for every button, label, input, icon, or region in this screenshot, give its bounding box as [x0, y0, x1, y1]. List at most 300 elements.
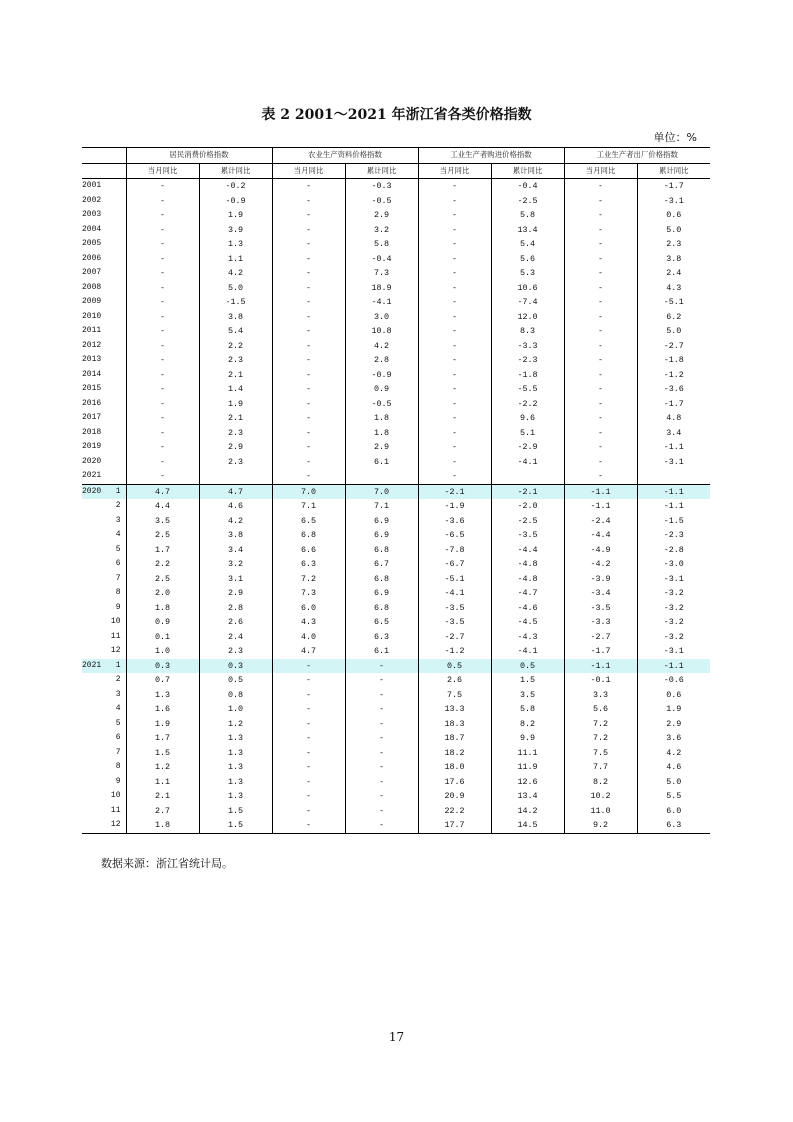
table-cell: 2.8: [199, 601, 272, 616]
table-cell: -3.5: [491, 528, 564, 543]
month-label: 6: [115, 733, 121, 742]
year-label: 2009: [82, 297, 102, 306]
table-cell: -2.7: [418, 630, 491, 645]
table-cell: 1.3: [199, 731, 272, 746]
table-cell: -0.2: [199, 179, 272, 194]
table-cell: 7.1: [272, 499, 345, 514]
table-cell: -2.8: [637, 543, 710, 558]
table-row: [82, 252, 710, 267]
table-row: [82, 702, 710, 717]
table-cell: -: [564, 455, 637, 470]
table-cell: 12.6: [491, 775, 564, 790]
table-cell: 3.0: [345, 310, 418, 325]
table-cell: -: [345, 760, 418, 775]
table-cell: -: [418, 266, 491, 281]
table-cell: -: [418, 208, 491, 223]
table-cell: 7.0: [345, 484, 418, 499]
table-cell: 2.3: [199, 455, 272, 470]
table-cell: -: [345, 789, 418, 804]
subheader-cumulative: 累计同比: [491, 163, 564, 179]
row-label: [82, 194, 126, 209]
table-row: [82, 659, 710, 674]
table-cell: -2.5: [491, 194, 564, 209]
table-cell: 1.8: [345, 426, 418, 441]
table-cell: -: [418, 339, 491, 354]
subheader-cumulative: 累计同比: [345, 163, 418, 179]
table-cell: [199, 469, 272, 484]
table-cell: -3.5: [564, 601, 637, 616]
table-cell: 6.5: [345, 615, 418, 630]
table-cell: 12.0: [491, 310, 564, 325]
table-cell: 7.2: [564, 717, 637, 732]
table-cell: -: [126, 194, 199, 209]
month-label: 5: [115, 544, 121, 554]
table-cell: -0.1: [564, 673, 637, 688]
table-cell: -3.2: [637, 586, 710, 601]
table-cell: -3.5: [418, 615, 491, 630]
row-label: [82, 528, 126, 543]
data-source-note: 数据来源：浙江省统计局。: [101, 857, 233, 870]
table-cell: 0.3: [126, 659, 199, 674]
table-cell: 18.3: [418, 717, 491, 732]
table-cell: 7.5: [418, 688, 491, 703]
year-label: 2020: [82, 456, 102, 466]
table-cell: 0.7: [126, 673, 199, 688]
table-cell: 6.8: [272, 528, 345, 543]
table-cell: -2.1: [418, 484, 491, 499]
year-label: 2018: [82, 427, 102, 437]
table-cell: -: [126, 223, 199, 238]
row-label: [82, 557, 126, 572]
row-label: [82, 804, 126, 819]
table-cell: -: [126, 382, 199, 397]
table-cell: -: [272, 266, 345, 281]
table-cell: [345, 469, 418, 484]
table-row: [82, 368, 710, 383]
month-label: 8: [115, 762, 121, 771]
table-row: [82, 586, 710, 601]
row-label: [82, 266, 126, 281]
row-label: [82, 543, 126, 558]
table-cell: -: [272, 469, 345, 484]
table-cell: -3.9: [564, 572, 637, 587]
table-cell: -: [126, 324, 199, 339]
table-cell: 14.5: [491, 818, 564, 833]
table-cell: 10.6: [491, 281, 564, 296]
row-label: [82, 237, 126, 252]
table-cell: -: [272, 804, 345, 819]
table-cell: -0.4: [345, 252, 418, 267]
table-row: [82, 789, 710, 804]
table-cell: -2.3: [491, 353, 564, 368]
table-cell: -: [126, 266, 199, 281]
table-cell: 4.2: [345, 339, 418, 354]
table-cell: -1.2: [418, 644, 491, 659]
table-cell: -: [272, 194, 345, 209]
row-label: [82, 702, 126, 717]
row-label: [82, 339, 126, 354]
table-cell: -: [272, 673, 345, 688]
table-cell: -: [272, 760, 345, 775]
table-cell: 6.1: [345, 455, 418, 470]
row-label: [82, 644, 126, 659]
table-cell: 9.2: [564, 818, 637, 833]
table-cell: -: [564, 324, 637, 339]
group-header-ppi: 工业生产者出厂价格指数: [564, 148, 710, 164]
table-cell: -: [564, 266, 637, 281]
table-cell: -4.8: [491, 572, 564, 587]
table-cell: 2.9: [345, 440, 418, 455]
table-cell: -: [272, 281, 345, 296]
table-cell: -: [272, 252, 345, 267]
table-cell: -1.1: [637, 659, 710, 674]
table-cell: -4.4: [564, 528, 637, 543]
table-cell: -4.4: [491, 543, 564, 558]
table-cell: 6.8: [345, 601, 418, 616]
table-cell: 6.2: [637, 310, 710, 325]
table-cell: -: [345, 731, 418, 746]
table-cell: 2.1: [199, 368, 272, 383]
table-cell: -: [345, 775, 418, 790]
table-cell: 4.2: [199, 514, 272, 529]
table-cell: -0.9: [345, 368, 418, 383]
year-label: 2003: [82, 210, 102, 219]
table-cell: -: [418, 353, 491, 368]
table-cell: 1.8: [345, 411, 418, 426]
table-cell: 10.2: [564, 789, 637, 804]
year-label: 2021: [82, 660, 102, 670]
month-label: 3: [115, 515, 121, 525]
table-cell: 3.5: [126, 514, 199, 529]
table-cell: [637, 469, 710, 484]
row-label: [82, 572, 126, 587]
table-cell: -4.7: [491, 586, 564, 601]
month-label: 11: [110, 631, 121, 641]
table-cell: 0.6: [637, 688, 710, 703]
table-cell: 2.3: [199, 426, 272, 441]
table-cell: 4.2: [199, 266, 272, 281]
table-cell: -: [345, 659, 418, 674]
row-label: [82, 760, 126, 775]
table-cell: -: [418, 440, 491, 455]
month-label: 4: [115, 704, 121, 713]
table-cell: 1.9: [199, 208, 272, 223]
table-cell: -: [564, 223, 637, 238]
table-cell: 9.9: [491, 731, 564, 746]
table-cell: 4.7: [126, 484, 199, 499]
row-label: [82, 455, 126, 470]
table-cell: -4.2: [564, 557, 637, 572]
table-cell: 5.6: [491, 252, 564, 267]
table-cell: 1.1: [199, 252, 272, 267]
table-cell: 3.2: [345, 223, 418, 238]
row-label: [82, 630, 126, 645]
table-row: [82, 484, 710, 499]
table-cell: 1.3: [126, 688, 199, 703]
year-label: 2016: [82, 398, 102, 408]
table-cell: 1.6: [126, 702, 199, 717]
table-cell: -: [126, 339, 199, 354]
table-row: [82, 310, 710, 325]
table-cell: 18.0: [418, 760, 491, 775]
table-row: [82, 339, 710, 354]
table-cell: -: [126, 455, 199, 470]
table-cell: -: [272, 688, 345, 703]
table-cell: 1.8: [126, 818, 199, 833]
table-cell: 4.8: [637, 411, 710, 426]
table-cell: 4.3: [637, 281, 710, 296]
table-cell: -0.4: [491, 179, 564, 194]
table-cell: -: [126, 397, 199, 412]
table-cell: -3.3: [564, 615, 637, 630]
table-row: [82, 208, 710, 223]
table-cell: -: [272, 731, 345, 746]
table-cell: 11.0: [564, 804, 637, 819]
table-cell: -2.0: [491, 499, 564, 514]
table-cell: 4.6: [199, 499, 272, 514]
table-cell: 13.4: [491, 789, 564, 804]
table-row: [82, 688, 710, 703]
table-cell: 6.3: [345, 630, 418, 645]
table-cell: 1.5: [126, 746, 199, 761]
table-cell: -3.3: [491, 339, 564, 354]
table-cell: -: [126, 252, 199, 267]
table-cell: 0.9: [345, 382, 418, 397]
table-cell: -4.5: [491, 615, 564, 630]
month-label: 2: [115, 501, 121, 510]
table-cell: 0.8: [199, 688, 272, 703]
table-cell: -: [564, 353, 637, 368]
table-cell: -4.1: [491, 644, 564, 659]
year-label: 2007: [82, 268, 102, 277]
table-cell: -: [272, 702, 345, 717]
table-cell: 2.9: [199, 586, 272, 601]
table-cell: -: [272, 382, 345, 397]
table-cell: 4.7: [272, 644, 345, 659]
row-label: [82, 499, 126, 514]
table-cell: 4.3: [272, 615, 345, 630]
row-label: [82, 731, 126, 746]
table-cell: 17.7: [418, 818, 491, 833]
table-cell: 3.4: [637, 426, 710, 441]
table-cell: 5.8: [491, 702, 564, 717]
table-row: [82, 295, 710, 310]
row-label: [82, 252, 126, 267]
table-cell: -: [272, 659, 345, 674]
table-cell: 1.7: [126, 731, 199, 746]
table-cell: 1.9: [126, 717, 199, 732]
table-cell: -: [564, 252, 637, 267]
month-label: 12: [110, 820, 121, 829]
table-cell: -0.9: [199, 194, 272, 209]
table-cell: -7.8: [418, 543, 491, 558]
table-cell: -: [272, 368, 345, 383]
year-label: 2019: [82, 442, 102, 451]
table-cell: 7.3: [272, 586, 345, 601]
table-cell: -3.2: [637, 630, 710, 645]
table-cell: -: [345, 818, 418, 833]
row-label: [82, 775, 126, 790]
row-label: [82, 353, 126, 368]
table-cell: 5.6: [564, 702, 637, 717]
month-label: 11: [110, 805, 121, 815]
table-row: [82, 644, 710, 659]
table-row: [82, 223, 710, 238]
row-label: [82, 411, 126, 426]
table-cell: 13.4: [491, 223, 564, 238]
table-cell: 3.8: [637, 252, 710, 267]
table-cell: 2.6: [199, 615, 272, 630]
group-header-purchase: 工业生产者购进价格指数: [418, 148, 564, 164]
table-cell: 2.8: [345, 353, 418, 368]
group-header-agri: 农业生产资料价格指数: [272, 148, 418, 164]
table-cell: 2.0: [126, 586, 199, 601]
year-label: 2012: [82, 340, 102, 350]
table-body: [82, 179, 710, 834]
table-cell: 18.9: [345, 281, 418, 296]
table-cell: -: [272, 208, 345, 223]
table-cell: 20.9: [418, 789, 491, 804]
table-cell: -3.1: [637, 194, 710, 209]
table-cell: -: [272, 818, 345, 833]
table-cell: 5.5: [637, 789, 710, 804]
table-cell: -: [126, 237, 199, 252]
table-cell: -: [272, 179, 345, 194]
table-cell: -1.1: [564, 659, 637, 674]
table-cell: 1.7: [126, 543, 199, 558]
table-cell: -: [418, 426, 491, 441]
table-cell: -1.5: [637, 514, 710, 529]
table-cell: 6.9: [345, 528, 418, 543]
table-row: [82, 499, 710, 514]
table-cell: 6.6: [272, 543, 345, 558]
year-label: 2021: [82, 471, 102, 480]
table-cell: -: [564, 397, 637, 412]
table-cell: 0.5: [199, 673, 272, 688]
table-cell: -2.1: [491, 484, 564, 499]
table-cell: -6.5: [418, 528, 491, 543]
month-label: 5: [115, 718, 121, 728]
table-cell: -: [418, 252, 491, 267]
table-row: [82, 469, 710, 484]
row-label: [82, 514, 126, 529]
table-row: [82, 615, 710, 630]
table-cell: -: [272, 237, 345, 252]
table-cell: 4.2: [637, 746, 710, 761]
year-label: 2005: [82, 239, 102, 248]
table-row: [82, 557, 710, 572]
table-cell: -: [564, 440, 637, 455]
year-label: 2001: [82, 181, 102, 190]
table-cell: -: [418, 281, 491, 296]
table-cell: 3.3: [564, 688, 637, 703]
table-cell: -: [345, 673, 418, 688]
year-label: 2002: [82, 195, 102, 205]
table-cell: 6.7: [345, 557, 418, 572]
table-cell: -: [564, 310, 637, 325]
table-row: [82, 528, 710, 543]
table-cell: 7.2: [272, 572, 345, 587]
table-cell: 3.8: [199, 528, 272, 543]
subheader-monthly: 当月同比: [272, 163, 345, 179]
table-cell: 7.1: [345, 499, 418, 514]
period-header: [82, 148, 126, 164]
table-cell: [491, 469, 564, 484]
month-label: 9: [115, 776, 121, 786]
table-cell: -: [564, 281, 637, 296]
table-cell: -4.8: [491, 557, 564, 572]
table-cell: -: [345, 688, 418, 703]
table-cell: -0.5: [345, 194, 418, 209]
table-cell: -2.9: [491, 440, 564, 455]
table-cell: -6.7: [418, 557, 491, 572]
table-cell: -5.1: [637, 295, 710, 310]
table-cell: 2.1: [126, 789, 199, 804]
table-cell: 5.4: [199, 324, 272, 339]
table-cell: 9.6: [491, 411, 564, 426]
table-cell: -: [272, 455, 345, 470]
table-cell: 22.2: [418, 804, 491, 819]
table-cell: 2.3: [199, 644, 272, 659]
table-cell: 1.1: [126, 775, 199, 790]
table-row: [82, 237, 710, 252]
table-cell: 2.9: [345, 208, 418, 223]
table-cell: -4.1: [418, 586, 491, 601]
year-label: 2020: [82, 486, 102, 496]
table-cell: -0.3: [345, 179, 418, 194]
table-cell: -3.2: [637, 601, 710, 616]
table-cell: -1.1: [637, 484, 710, 499]
table-cell: -3.1: [637, 455, 710, 470]
table-cell: -3.6: [418, 514, 491, 529]
table-cell: -: [418, 411, 491, 426]
row-label: [82, 717, 126, 732]
table-cell: 10.8: [345, 324, 418, 339]
table-cell: 2.3: [199, 353, 272, 368]
table-cell: -: [272, 789, 345, 804]
table-cell: -: [418, 223, 491, 238]
table-cell: 1.5: [199, 818, 272, 833]
table-cell: -1.7: [637, 179, 710, 194]
row-label: [82, 746, 126, 761]
row-label: [82, 382, 126, 397]
table-cell: -: [418, 310, 491, 325]
table-row: [82, 397, 710, 412]
table-title: 表 2 2001～2021 年浙江省各类价格指数: [261, 107, 532, 123]
month-label: 9: [115, 602, 121, 612]
table-cell: 6.3: [272, 557, 345, 572]
table-cell: -3.6: [637, 382, 710, 397]
table-row: [82, 731, 710, 746]
table-cell: -3.4: [564, 586, 637, 601]
table-cell: 8.2: [491, 717, 564, 732]
table-cell: -4.9: [564, 543, 637, 558]
table-cell: -5.1: [418, 572, 491, 587]
year-label: 2011: [82, 326, 102, 335]
table-cell: -5.5: [491, 382, 564, 397]
table-cell: -: [418, 194, 491, 209]
table-cell: 5.8: [491, 208, 564, 223]
table-row: [82, 717, 710, 732]
row-label: [82, 310, 126, 325]
table-cell: -: [272, 426, 345, 441]
row-label: [82, 601, 126, 616]
table-cell: -: [272, 310, 345, 325]
table-cell: -1.7: [637, 397, 710, 412]
table-cell: -: [418, 382, 491, 397]
table-cell: -3.1: [637, 644, 710, 659]
row-label: [82, 673, 126, 688]
